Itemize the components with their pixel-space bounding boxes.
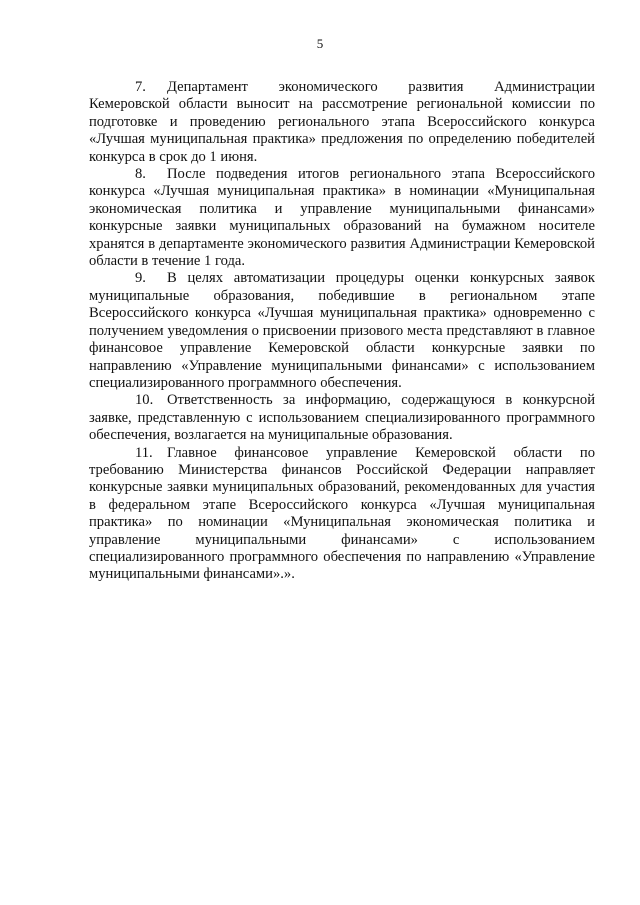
paragraph-7 (89, 79, 595, 166)
paragraph-number: 9. (135, 270, 146, 287)
paragraph-text: После подведения итогов регионального этапа Всероссийского конкурса «Лучшая муниципальная практика» в номинации «Муниципальная экономическая политика и управление муниципальными финансами» конкурсные заявки муниципальных образований на бумажном носителе хранятся в департаменте экономического развития Администрации Кемеровской области в течение 1 года. (89, 166, 595, 270)
paragraph-number: 7. (135, 79, 146, 95)
page-number: 5 (316, 36, 324, 51)
paragraph-10 (89, 392, 595, 444)
paragraph-number: 8. (135, 166, 146, 183)
paragraph-text: Департамент экономического развития Администрации Кемеровской области выносит на рассмотрение региональной комиссии по подготовке и проведению регионального этапа Всероссийского конкурса «Лучшая муниципальная практика» предложения по определению победителей конкурса в срок до 1 июня. (89, 79, 595, 165)
document-body (89, 79, 595, 584)
paragraph-number: 10. (135, 392, 154, 409)
paragraph-text: Ответственность за информацию, содержащуюся в конкурсной заявке, представленную с использованием специализированного программного обеспечения, возлагается на муниципальные образования. (89, 392, 595, 444)
paragraph-11 (89, 445, 595, 584)
paragraph-number: 11. (135, 444, 153, 461)
paragraph-text: Главное финансовое управление Кемеровской области по требованию Министерства финансов Российской Федерации направляет конкурсные заявки муниципальных образований, рекомендованных для участия в федеральном этапе Всероссийского конкурса «Лучшая муниципальная практика» по номинации «Муниципальная экономическая политика и управление муниципальными финансами» с использованием специализированного программного обеспечения по направлению «Управление муниципальными финансами».». (89, 444, 595, 583)
paragraph-9 (89, 270, 595, 392)
paragraph-text: В целях автоматизации процедуры оценки конкурсных заявок муниципальные образования, победившие в региональном этапе Всероссийского конкурса «Лучшая муниципальная практика» одновременно с получением уведомления о присвоении призового места представляют в главное финансовое управление Кемеровской области конкурсные заявки по направлению «Управление муниципальными финансами» с использованием специализированного программного обеспечения. (89, 270, 595, 391)
paragraph-8 (89, 166, 595, 270)
